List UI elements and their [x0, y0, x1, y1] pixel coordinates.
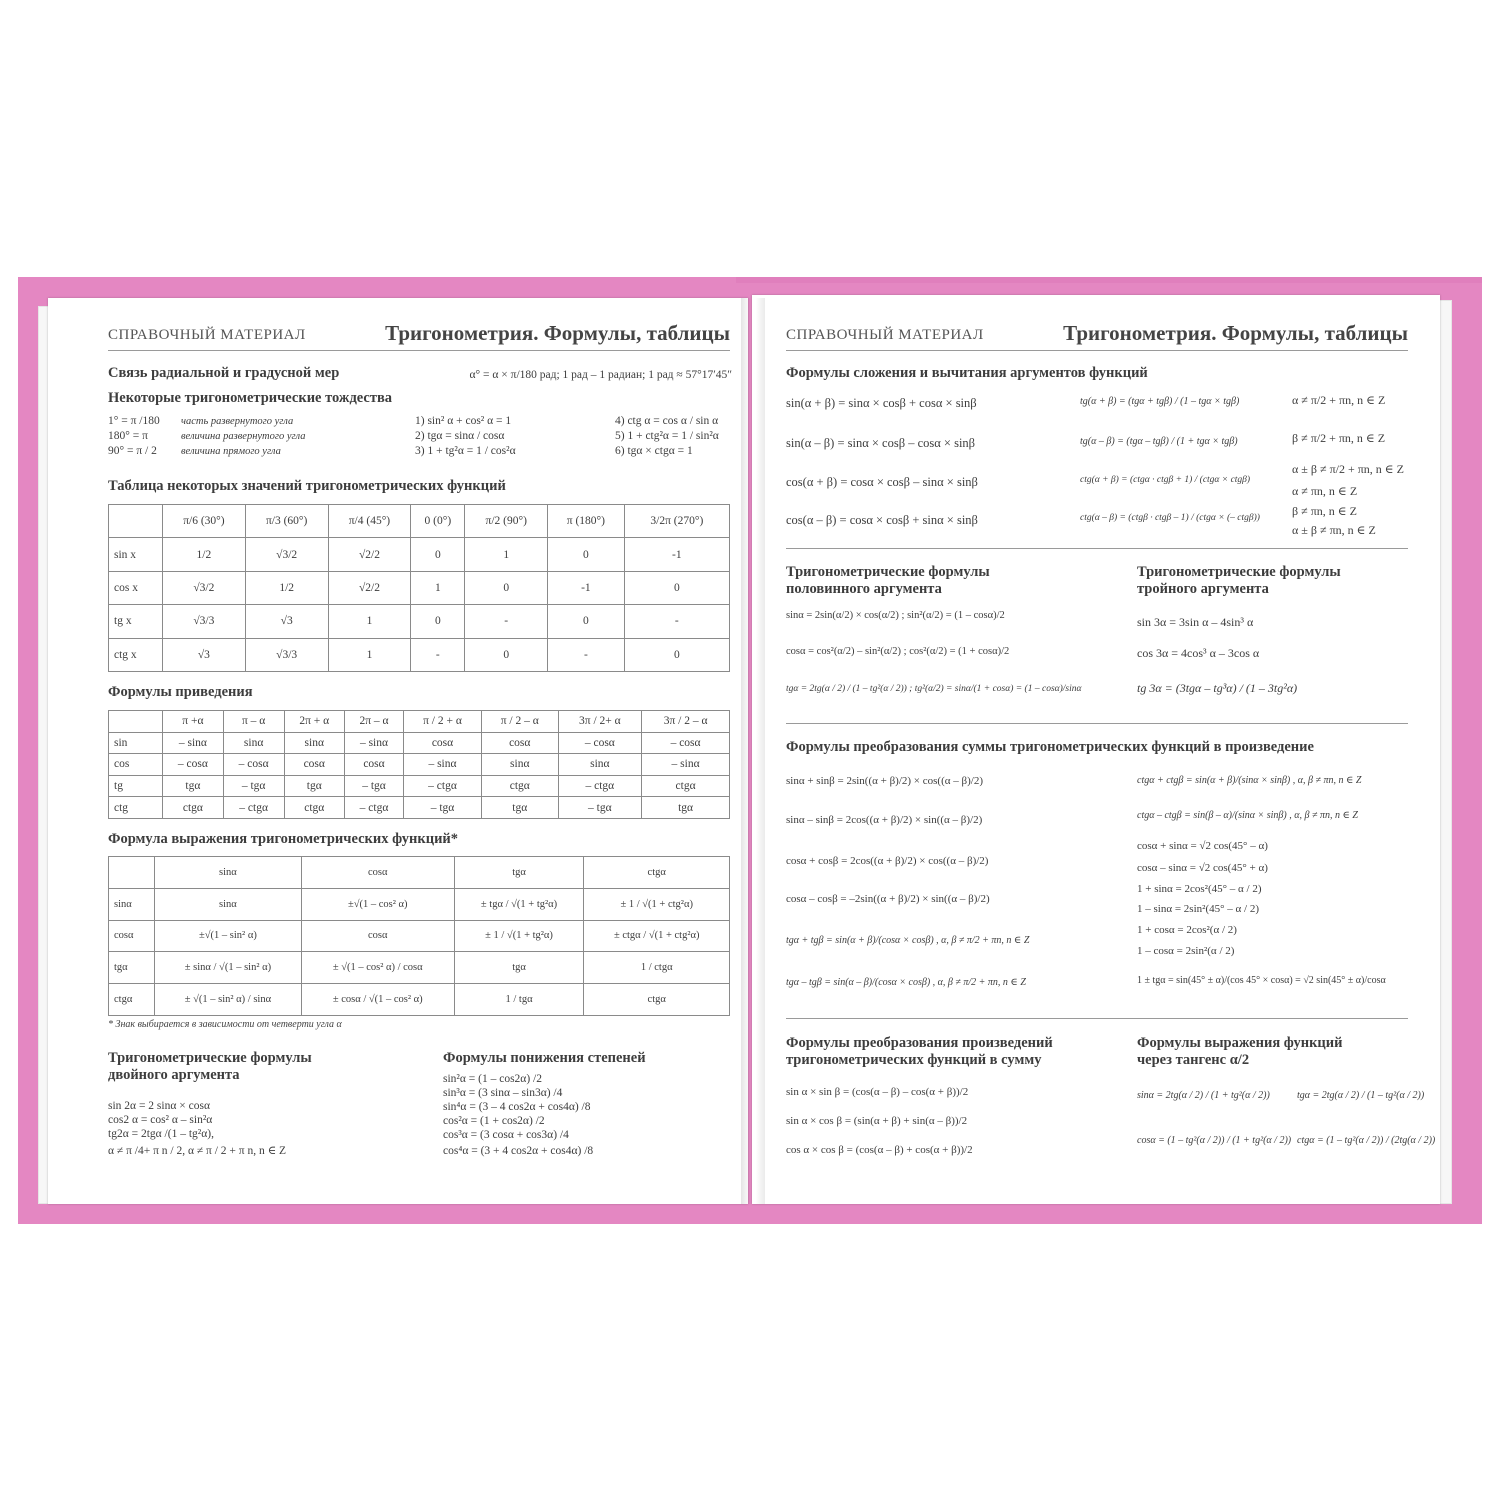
sum-formula: ctgα – ctgβ = sin(β – α)/(sinα × sinβ) , α, β ≠ πn, n ∈ Z — [1137, 810, 1358, 821]
table-header-row — [109, 857, 730, 889]
divider — [786, 723, 1408, 724]
identity: 1) sin² α + cos² α = 1 — [415, 415, 512, 427]
book-cover-edge — [736, 277, 1482, 283]
table-cell: -1 — [548, 571, 625, 604]
addition-condition: α ≠ πn, n ∈ Z — [1292, 484, 1358, 498]
expression-title: Формула выражения тригонометрических функций* — [108, 831, 459, 847]
table-cell: – sinα — [404, 754, 482, 776]
table-cell: 1/2 — [163, 538, 246, 571]
product-formula: sin α × sin β = (cos(α – β) – cos(α + β))/2 — [786, 1086, 969, 1098]
addition-condition: β ≠ πn, n ∈ Z — [1292, 504, 1357, 518]
table-cell: ± 1 / √(1 + tg²α) — [454, 920, 584, 952]
book-gutter — [741, 298, 765, 1204]
table-row — [109, 920, 730, 952]
table-header-cell — [109, 857, 155, 889]
table-header-cell: π / 2 + α — [404, 711, 482, 733]
triple-formula: sin 3α = 3sin α – 4sin³ α — [1137, 615, 1254, 629]
header-title: Тригонометрия. Формулы, таблицы — [1063, 321, 1408, 345]
table-cell: 0 — [465, 638, 548, 671]
table-cell: – tgα — [223, 775, 284, 797]
left-page-header — [108, 320, 730, 351]
table-cell: ctgα — [284, 797, 344, 819]
power-formula: sin²α = (1 – cos2α) /2 — [443, 1073, 542, 1085]
table-header-cell: sinα — [155, 857, 302, 889]
table-row — [109, 538, 730, 571]
addition-formula: ctg(α – β) = (ctgβ · ctgβ – 1) / (ctgα × (– ctgβ)) — [1080, 513, 1260, 523]
table-cell: √3/3 — [163, 605, 246, 638]
table-cell: – ctgα — [404, 775, 482, 797]
table-header-row — [109, 711, 730, 733]
table-row — [109, 775, 730, 797]
identity: 6) tgα × ctgα = 1 — [615, 445, 693, 457]
sum-formula: tgα – tgβ = sin(α – β)/(cosα × cosβ) , α, β ≠ π/2 + πn, n ∈ Z — [786, 977, 1026, 988]
table-row-header: tg x — [109, 605, 163, 638]
table-header-cell: π/4 (45°) — [328, 505, 411, 538]
table-cell: 1 / ctgα — [584, 952, 730, 984]
table-cell: – sinα — [163, 732, 224, 754]
table-cell: tgα — [481, 797, 558, 819]
power-formula: sin³α = (3 sinα – sin3α) /4 — [443, 1087, 563, 1099]
half-formula: sinα = 2sin(α/2) × cos(α/2) ; sin²(α/2) = (1 – cosα)/2 — [786, 610, 1005, 621]
double-title — [108, 1050, 312, 1084]
table-header-cell — [109, 505, 163, 538]
reduction-title: Формулы приведения — [108, 684, 253, 700]
half-formula: cosα = cos²(α/2) – sin²(α/2) ; cos²(α/2) = (1 + cosα)/2 — [786, 646, 1010, 657]
table-cell: – ctgα — [558, 775, 642, 797]
table-cell: 0 — [548, 605, 625, 638]
table-row-header: tgα — [109, 952, 155, 984]
power-formula: cos²α = (1 + cos2α) /2 — [443, 1115, 545, 1127]
table-cell: - — [411, 638, 465, 671]
half-title-line: Тригонометрические формулы — [786, 564, 990, 580]
table-cell: cosα — [344, 754, 403, 776]
double-formula: α ≠ π /4+ π n / 2, α ≠ π / 2 + π n, n ∈ Z — [108, 1145, 286, 1157]
table-cell: 1 — [328, 605, 411, 638]
values-table — [108, 504, 730, 672]
table-cell: 0 — [411, 538, 465, 571]
power-title: Формулы понижения степеней — [443, 1050, 646, 1066]
tangent-formula: sinα = 2tg(α / 2) / (1 + tg²(α / 2)) — [1137, 1090, 1270, 1101]
product-formula: cos α × cos β = (cos(α – β) + cos(α + β))/2 — [786, 1144, 973, 1156]
table-header-cell: π/2 (90°) — [465, 505, 548, 538]
product-title-line: Формулы преобразования произведений — [786, 1035, 1053, 1051]
table-cell: 0 — [624, 571, 729, 604]
table-row-header: cosα — [109, 920, 155, 952]
triple-title-line: Тригонометрические формулы — [1137, 564, 1341, 580]
product-title — [786, 1035, 1053, 1069]
table-row — [109, 797, 730, 819]
table-cell: – cosα — [223, 754, 284, 776]
angle-desc: величина развернутого угла — [181, 431, 306, 442]
table-cell: 0 — [411, 605, 465, 638]
tangent-title — [1137, 1035, 1343, 1069]
table-cell: – cosα — [558, 732, 642, 754]
table-cell: -1 — [624, 538, 729, 571]
table-header-cell — [109, 711, 163, 733]
table-cell: 1 — [465, 538, 548, 571]
half-formula: tgα = 2tg(α / 2) / (1 – tg²(α / 2)) ; tg²(α/2) = sinα/(1 + cosα) = (1 – cosα)/sinα — [786, 684, 1082, 694]
table-row-header: sin — [109, 732, 163, 754]
header-label: СПРАВОЧНЫЙ МАТЕРИАЛ — [786, 327, 984, 343]
table-cell: 0 — [624, 638, 729, 671]
identities-title: Некоторые тригонометрические тождества — [108, 390, 393, 406]
identity: 2) tgα = sinα / cosα — [415, 430, 505, 442]
sum-formula: cosα + sinα = √2 cos(45° – α) — [1137, 840, 1268, 852]
power-formula: sin⁴α = (3 – 4 cos2α + cos4α) /8 — [443, 1101, 591, 1113]
addition-title: Формулы сложения и вычитания аргументов функций — [786, 365, 1148, 381]
table-cell: √3 — [245, 605, 328, 638]
table-cell: √3/2 — [163, 571, 246, 604]
double-formula: cos2 α = cos² α – sin²α — [108, 1114, 213, 1126]
table-row — [109, 732, 730, 754]
table-cell: √2/2 — [328, 571, 411, 604]
table-cell: sinα — [155, 888, 302, 920]
table-header-cell: π/3 (60°) — [245, 505, 328, 538]
radial-title: Связь радиальной и градусной мер — [108, 365, 340, 381]
angle-desc: величина прямого угла — [181, 446, 281, 457]
table-cell: ±√(1 – cos² α) — [301, 888, 454, 920]
table-header-cell: 0 (0°) — [411, 505, 465, 538]
power-formula: cos³α = (3 cosα + cos3α) /4 — [443, 1129, 569, 1141]
sum-formula: 1 ± tgα = sin(45° ± α)/(cos 45° × cosα) = √2 sin(45° ± α)/cosα — [1137, 975, 1386, 986]
divider — [786, 548, 1408, 549]
table-cell: – tgα — [558, 797, 642, 819]
addition-formula: sin(α – β) = sinα × cosβ – cosα × sinβ — [786, 436, 976, 450]
triple-title-line: тройного аргумента — [1137, 581, 1269, 597]
triple-title — [1137, 564, 1341, 598]
sum-formula: 1 – sinα = 2sin²(45° – α / 2) — [1137, 903, 1259, 915]
table-header-cell: π (180°) — [548, 505, 625, 538]
table-cell: tgα — [284, 775, 344, 797]
sum-formula: sinα + sinβ = 2sin((α + β)/2) × cos((α – β)/2) — [786, 775, 983, 787]
sum-formula: ctgα + ctgβ = sin(α + β)/(sinα × sinβ) , α, β ≠ πn, n ∈ Z — [1137, 775, 1362, 786]
table-cell: ctgα — [584, 984, 730, 1016]
table-cell: 0 — [548, 538, 625, 571]
table-cell: – ctgα — [223, 797, 284, 819]
table-cell: – sinα — [642, 754, 730, 776]
left-page — [48, 298, 748, 1204]
angle-desc: часть развернутого угла — [181, 416, 294, 427]
table-cell: ctgα — [163, 797, 224, 819]
table-header-cell: 2π + α — [284, 711, 344, 733]
addition-formula: sin(α + β) = sinα × cosβ + cosα × sinβ — [786, 396, 977, 410]
table-cell: – cosα — [163, 754, 224, 776]
radial-formula: α° = α × π/180 рад; 1 рад – 1 радиан; 1 рад ≈ 57°17′45″ — [469, 369, 732, 381]
addition-formula: cos(α – β) = cosα × cosβ + sinα × sinβ — [786, 513, 978, 527]
table-cell: – sinα — [344, 732, 403, 754]
table-cell: ±√(1 – sin² α) — [155, 920, 302, 952]
table-cell: cosα — [404, 732, 482, 754]
tangent-formula: cosα = (1 – tg²(α / 2)) / (1 + tg²(α / 2)) — [1137, 1135, 1292, 1146]
double-title-line: двойного аргумента — [108, 1067, 240, 1083]
sum-formula: 1 + sinα = 2cos²(45° – α / 2) — [1137, 883, 1262, 895]
half-title — [786, 564, 990, 598]
sum-formula: 1 – cosα = 2sin²(α / 2) — [1137, 945, 1235, 957]
sum-formula: 1 + cosα = 2cos²(α / 2) — [1137, 924, 1237, 936]
table-cell: sinα — [558, 754, 642, 776]
table-row-header: sin x — [109, 538, 163, 571]
angle-value: 180° = π — [108, 430, 148, 442]
addition-condition: α ± β ≠ π/2 + πn, n ∈ Z — [1292, 462, 1404, 476]
sum-formula: tgα + tgβ = sin(α + β)/(cosα × cosβ) , α, β ≠ π/2 + πn, n ∈ Z — [786, 935, 1030, 946]
divider — [786, 1018, 1408, 1019]
table-cell: ctgα — [642, 775, 730, 797]
table-cell: sinα — [481, 754, 558, 776]
table-row — [109, 571, 730, 604]
table-row — [109, 638, 730, 671]
table-header-cell: 3π / 2+ α — [558, 711, 642, 733]
double-formula: sin 2α = 2 sinα × cosα — [108, 1100, 210, 1112]
table-cell: – tgα — [404, 797, 482, 819]
triple-formula: tg 3α = (3tgα – tg³α) / (1 – 3tg²α) — [1137, 681, 1298, 695]
table-cell: sinα — [223, 732, 284, 754]
table-cell: 1 — [411, 571, 465, 604]
tangent-formula: tgα = 2tg(α / 2) / (1 – tg²(α / 2)) — [1297, 1090, 1425, 1101]
table-row — [109, 984, 730, 1016]
table-row — [109, 888, 730, 920]
addition-formula: tg(α + β) = (tgα + tgβ) / (1 – tgα × tgβ) — [1080, 396, 1240, 407]
identity: 4) ctg α = cos α / sin α — [615, 415, 719, 427]
addition-formula: cos(α + β) = cosα × cosβ – sinα × sinβ — [786, 475, 978, 489]
sum-title: Формулы преобразования суммы тригонометрических функций в произведение — [786, 739, 1314, 755]
reduction-table — [108, 710, 730, 819]
table-header-cell: ctgα — [584, 857, 730, 889]
table-cell: sinα — [284, 732, 344, 754]
table-header-cell: π / 2 – α — [481, 711, 558, 733]
table-header-cell: cosα — [301, 857, 454, 889]
triple-formula: cos 3α = 4cos³ α – 3cos α — [1137, 646, 1260, 660]
table-cell: √3/2 — [245, 538, 328, 571]
addition-condition: β ≠ π/2 + πn, n ∈ Z — [1292, 431, 1386, 445]
table-header-cell: 2π – α — [344, 711, 403, 733]
table-cell: √3/3 — [245, 638, 328, 671]
table-row-header: ctg — [109, 797, 163, 819]
addition-condition: α ≠ π/2 + πn, n ∈ Z — [1292, 393, 1386, 407]
addition-formula: tg(α – β) = (tgα – tgβ) / (1 + tgα × tgβ) — [1080, 436, 1238, 447]
angle-value: 1° = π /180 — [108, 415, 160, 427]
sum-formula: cosα – sinα = √2 cos(45° + α) — [1137, 862, 1268, 874]
double-formula: tg2α = 2tgα /(1 – tg²α), — [108, 1128, 214, 1140]
power-formula: cos⁴α = (3 + 4 cos2α + cos4α) /8 — [443, 1145, 594, 1157]
right-page — [752, 295, 1440, 1204]
header-title: Тригонометрия. Формулы, таблицы — [385, 321, 730, 345]
table-cell: cosα — [481, 732, 558, 754]
table-cell: cosα — [284, 754, 344, 776]
table-header-cell: tgα — [454, 857, 584, 889]
table-cell: cosα — [301, 920, 454, 952]
expression-note: * Знак выбирается в зависимости от четверти угла α — [108, 1019, 342, 1030]
addition-condition: α ± β ≠ πn, n ∈ Z — [1292, 523, 1376, 537]
sum-formula: cosα – cosβ = –2sin((α + β)/2) × sin((α – β)/2) — [786, 893, 990, 905]
sum-formula: cosα + cosβ = 2cos((α + β)/2) × cos((α – β)/2) — [786, 855, 989, 867]
table-row — [109, 754, 730, 776]
tangent-title-line: Формулы выражения функций — [1137, 1035, 1343, 1051]
identity: 3) 1 + tg²α = 1 / cos²α — [415, 445, 516, 457]
right-page-header — [786, 320, 1408, 351]
table-row-header: ctg x — [109, 638, 163, 671]
table-cell: 0 — [465, 571, 548, 604]
table-row-header: sinα — [109, 888, 155, 920]
table-cell: √2/2 — [328, 538, 411, 571]
double-title-line: Тригонометрические формулы — [108, 1050, 312, 1066]
table-cell: – cosα — [642, 732, 730, 754]
table-cell: – ctgα — [344, 797, 403, 819]
table-header-cell: π – α — [223, 711, 284, 733]
table-cell: 1 — [328, 638, 411, 671]
table-cell: 1 / tgα — [454, 984, 584, 1016]
table-cell: ± tgα / √(1 + tg²α) — [454, 888, 584, 920]
table-row — [109, 605, 730, 638]
angle-value: 90° = π / 2 — [108, 445, 157, 457]
half-title-line: половинного аргумента — [786, 581, 942, 597]
table-row-header: cos — [109, 754, 163, 776]
product-formula: sin α × cos β = (sin(α + β) + sin(α – β))/2 — [786, 1115, 968, 1127]
table-cell: - — [624, 605, 729, 638]
table-cell: ± sinα / √(1 – sin² α) — [155, 952, 302, 984]
table-header-row — [109, 505, 730, 538]
product-title-line: тригонометрических функций в сумму — [786, 1052, 1042, 1068]
table-cell: 1/2 — [245, 571, 328, 604]
table-row — [109, 952, 730, 984]
table-cell: – tgα — [344, 775, 403, 797]
header-label: СПРАВОЧНЫЙ МАТЕРИАЛ — [108, 327, 306, 343]
table-cell: tgα — [163, 775, 224, 797]
table-cell: ± 1 / √(1 + ctg²α) — [584, 888, 730, 920]
table-cell: ctgα — [481, 775, 558, 797]
identity: 5) 1 + ctg²α = 1 / sin²α — [615, 430, 719, 442]
table-cell: ± √(1 – cos² α) / cosα — [301, 952, 454, 984]
values-table-title: Таблица некоторых значений тригонометрических функций — [108, 478, 506, 494]
table-header-cell: 3π / 2 – α — [642, 711, 730, 733]
table-cell: tgα — [642, 797, 730, 819]
addition-formula: ctg(α + β) = (ctgα · ctgβ + 1) / (ctgα × ctgβ) — [1080, 475, 1251, 485]
table-header-cell: π/6 (30°) — [163, 505, 246, 538]
table-cell: tgα — [454, 952, 584, 984]
table-cell: ± cosα / √(1 – cos² α) — [301, 984, 454, 1016]
expression-table — [108, 856, 730, 1016]
table-cell: - — [548, 638, 625, 671]
table-header-cell: 3/2π (270°) — [624, 505, 729, 538]
table-cell: ± ctgα / √(1 + ctg²α) — [584, 920, 730, 952]
table-header-cell: π +α — [163, 711, 224, 733]
table-cell: √3 — [163, 638, 246, 671]
table-row-header: tg — [109, 775, 163, 797]
tangent-formula: ctgα = (1 – tg²(α / 2)) / (2tg(α / 2)) — [1297, 1135, 1436, 1146]
table-row-header: cos x — [109, 571, 163, 604]
table-cell: - — [465, 605, 548, 638]
sum-formula: sinα – sinβ = 2cos((α + β)/2) × sin((α – β)/2) — [786, 814, 983, 826]
table-cell: ± √(1 – sin² α) / sinα — [155, 984, 302, 1016]
table-row-header: ctgα — [109, 984, 155, 1016]
tangent-title-line: через тангенс α/2 — [1137, 1052, 1250, 1068]
